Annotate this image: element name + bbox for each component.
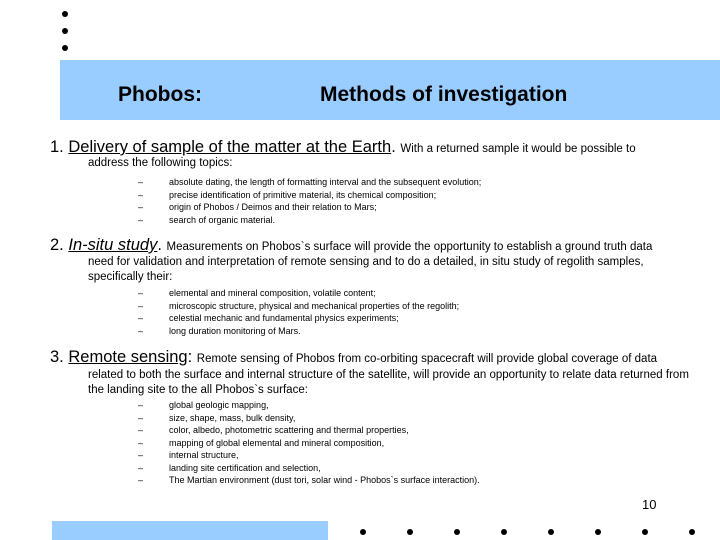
footer-band (52, 521, 328, 540)
list-item (138, 325, 459, 338)
list-dash: – (138, 475, 144, 485)
section-1-list (138, 176, 481, 226)
list-item (138, 312, 459, 325)
list-item (138, 399, 480, 412)
list-dash: – (138, 437, 144, 448)
section-3-intro: related to both the surface and internal structure of the satellite, will provide an opportunity to relate data returned from the landing site to the all Phobos`s surface: (88, 369, 689, 396)
section-title-punct: : (187, 348, 193, 366)
decor-dot-bottom (548, 529, 554, 535)
section-2-list (138, 287, 459, 337)
decor-dot-bottom (595, 529, 601, 535)
list-dash: – (138, 313, 144, 323)
section-title: In-situ study (68, 236, 158, 254)
list-dash: – (138, 288, 144, 298)
list-item (138, 437, 480, 450)
list-item-text: search of organic material. (169, 214, 276, 225)
decor-dot-top (62, 45, 68, 51)
decor-dot-top (62, 11, 68, 17)
list-item-text: size, shape, mass, bulk density, (169, 412, 296, 423)
section-intro-first: Remote sensing of Phobos from co-orbiting spacecraft will provide global coverage of data (196, 353, 658, 365)
list-item (138, 462, 480, 475)
section-intro-first: Measurements on Phobos`s surface will provide the opportunity to establish a ground truth data (166, 241, 653, 253)
section-intro-first: With a returned sample it would be possible to (400, 143, 636, 155)
decor-dot-bottom (407, 529, 413, 535)
list-item-text: origin of Phobos / Deimos and their relation to Mars; (169, 202, 377, 212)
slide-title-subtitle: Methods of investigation (320, 83, 568, 106)
list-item-text: color, albedo, photometric scattering and thermal properties, (169, 425, 409, 435)
section-title: Remote sensing (68, 348, 188, 366)
list-item (138, 424, 480, 437)
list-item (138, 287, 459, 300)
list-item-text: global geologic mapping, (169, 400, 269, 410)
list-dash: – (138, 412, 144, 423)
page-number: 10 (642, 497, 657, 512)
section-1-intro: address the following topics: (88, 157, 233, 169)
list-item (138, 176, 481, 189)
decor-dot-bottom (360, 529, 366, 535)
decor-dot-top (62, 28, 68, 34)
list-item (138, 449, 480, 462)
list-item-text: landing site certification and selection, (169, 462, 321, 473)
section-2-intro: need for validation and interpretation of remote sensing and to do a detailed, in situ study of regolith samples, specifically their: (88, 256, 644, 283)
section-2-heading (50, 236, 652, 255)
section-3-list (138, 399, 480, 487)
list-item-text: The Martian environment (dust tori, solar wind - Phobos`s surface interaction). (169, 475, 480, 485)
list-item-text: absolute dating, the length of formatting interval and the subsequent evolution; (169, 177, 482, 187)
list-dash: – (138, 214, 144, 225)
list-item (138, 189, 481, 202)
section-1-heading (50, 138, 636, 157)
decor-dot-bottom (454, 529, 460, 535)
decor-dot-bottom (689, 529, 695, 535)
list-item-text: precise identification of primitive material, its chemical composition; (169, 189, 437, 200)
list-item (138, 412, 480, 425)
list-dash: – (138, 177, 144, 187)
list-item-text: elemental and mineral composition, volatile content; (169, 288, 376, 298)
section-title-punct: . (391, 138, 396, 156)
list-item-text: long duration monitoring of Mars. (169, 325, 301, 336)
list-dash: – (138, 425, 144, 435)
list-dash: – (138, 400, 144, 410)
list-item-text: celestial mechanic and fundamental physics experiments; (169, 313, 399, 323)
section-number: 1. (50, 138, 64, 156)
list-item-text: mapping of global elemental and mineral composition, (169, 437, 385, 448)
list-item (138, 214, 481, 227)
list-item (138, 474, 480, 487)
list-item (138, 300, 459, 313)
list-item (138, 201, 481, 214)
list-item-text: internal structure, (169, 450, 239, 460)
section-number: 3. (50, 348, 64, 366)
list-item-text: microscopic structure, physical and mechanical properties of the regolith; (169, 300, 460, 311)
slide-title-topic: Phobos: (118, 83, 202, 106)
list-dash: – (138, 325, 144, 336)
section-3-heading (50, 348, 657, 367)
list-dash: – (138, 450, 144, 460)
decor-dot-bottom (642, 529, 648, 535)
section-title: Delivery of sample of the matter at the Earth (68, 138, 392, 156)
list-dash: – (138, 202, 144, 212)
list-dash: – (138, 300, 144, 311)
decor-dot-bottom (501, 529, 507, 535)
section-title-punct: . (157, 236, 162, 254)
list-dash: – (138, 189, 144, 200)
list-dash: – (138, 462, 144, 473)
section-number: 2. (50, 236, 64, 254)
